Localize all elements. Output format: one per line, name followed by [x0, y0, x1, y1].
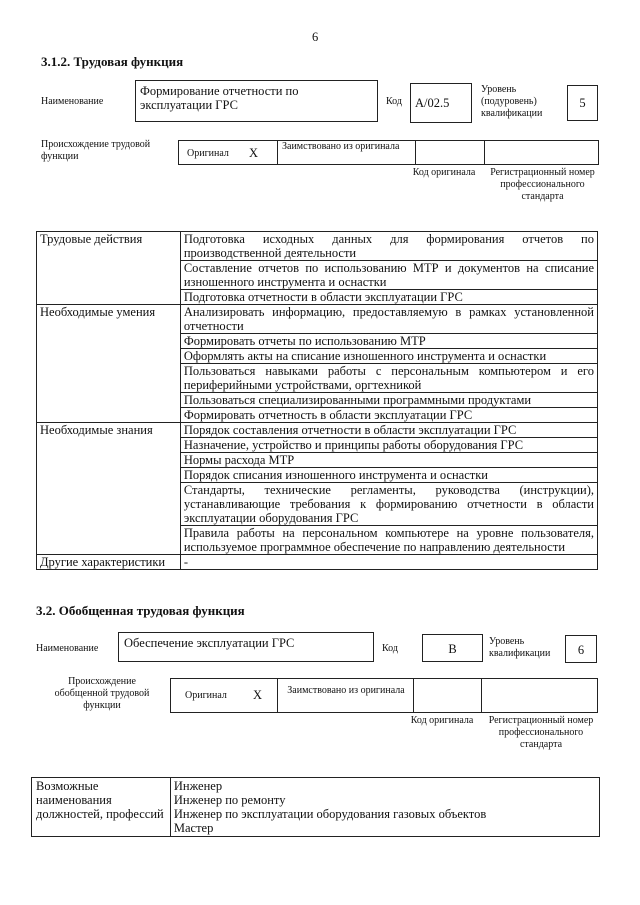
section-heading-3-1-2: 3.1.2. Трудовая функция — [41, 54, 184, 69]
function-details-table — [36, 231, 598, 570]
origin-row — [170, 678, 598, 713]
origin-divider — [484, 141, 485, 164]
group-label: Другие характеристики — [37, 555, 181, 570]
code-original-caption: Код оригинала — [410, 715, 474, 726]
position-item: Инженер по ремонту — [173, 793, 286, 807]
positions-label: Возможные наименования должностей, профессий — [32, 778, 171, 837]
level-field: 5 — [567, 85, 598, 121]
table-cell: Анализировать информацию, предоставляемую в рамках установленной отчетности — [180, 305, 597, 334]
origin-divider — [277, 141, 278, 164]
origin-divider — [413, 679, 414, 712]
borrowed-label: Заимствовано из оригинала — [287, 685, 405, 696]
table-cell: Формировать отчетность в области эксплуатации ГРС — [180, 408, 597, 423]
table-cell: Правила работы на персональном компьютере на уровне пользователя, используемое программное обеспечение по направлению деятельности — [180, 526, 597, 555]
borrowed-label: Заимствовано из оригинала — [282, 141, 400, 152]
section-heading-3-2: 3.2. Обобщенная трудовая функция — [36, 603, 245, 618]
name-label: Наименование — [41, 96, 104, 107]
code-original-caption: Код оригинала — [412, 167, 476, 178]
generalized-function-name-field: Обеспечение эксплуатации ГРС — [118, 632, 374, 662]
table-cell: Порядок списания изношенного инструмента и оснастки — [180, 468, 597, 483]
code-field: А/02.5 — [410, 83, 472, 123]
group-label: Трудовые действия — [37, 232, 181, 305]
reg-number-caption: Регистрационный номер профессионального стандарта — [490, 167, 595, 202]
table-row — [37, 305, 598, 334]
table-row — [37, 232, 598, 261]
table-cell: Оформлять акты на списание изношенного инструмента и оснастки — [180, 349, 597, 364]
level-label: Уровень квалификации — [489, 636, 551, 659]
table-cell: Подготовка отчетности в области эксплуатации ГРС — [180, 290, 597, 305]
original-label: Оригинал — [187, 148, 229, 159]
code-field: В — [422, 634, 483, 662]
level-field: 6 — [565, 635, 597, 663]
reg-number-caption: Регистрационный номер профессионального стандарта — [488, 715, 594, 750]
name-label: Наименование — [36, 643, 99, 654]
origin-row — [178, 140, 599, 165]
origin-divider — [415, 141, 416, 164]
table-cell: Назначение, устройство и принципы работы оборудования ГРС — [180, 438, 597, 453]
table-cell: Формировать отчеты по использованию МТР — [180, 334, 597, 349]
positions-table — [31, 777, 600, 837]
origin-divider — [277, 679, 278, 712]
origin-divider — [481, 679, 482, 712]
original-mark: X — [253, 688, 263, 702]
group-label: Необходимые знания — [37, 423, 181, 555]
table-cell: Стандарты, технические регламенты, руководства (инструкции), устанавливающие требования к формированию отчетности в области эксплуатации оборудования ГРС — [180, 483, 597, 526]
table-cell: Составление отчетов по использованию МТР и документов на списание изношенного инструмента и оснастки — [180, 261, 597, 290]
table-row — [32, 778, 600, 837]
positions-cell — [170, 778, 599, 837]
original-label: Оригинал — [185, 690, 227, 701]
table-cell: - — [180, 555, 597, 570]
table-cell: Нормы расхода МТР — [180, 453, 597, 468]
table-cell: Порядок составления отчетности в области эксплуатации ГРС — [180, 423, 597, 438]
original-mark: X — [249, 146, 259, 160]
table-cell: Пользоваться навыками работы с персональным компьютером и его периферийными устройствами, оргтехникой — [180, 364, 597, 393]
table-row — [37, 555, 598, 570]
group-label: Необходимые умения — [37, 305, 181, 423]
position-item: Инженер — [173, 779, 223, 793]
code-label: Код — [386, 96, 402, 107]
level-label: Уровень (подуровень) квалификации — [481, 84, 543, 119]
origin-label: Происхождение обобщенной трудовой функции — [54, 676, 150, 711]
function-name-field: Формирование отчетности по эксплуатации ГРС — [135, 80, 378, 122]
code-label: Код — [382, 643, 398, 654]
page-number: 6 — [312, 30, 319, 44]
table-cell: Подготовка исходных данных для формирования отчетов по производственной деятельности — [180, 232, 597, 261]
origin-label: Происхождение трудовой функции — [41, 139, 151, 162]
table-row — [37, 423, 598, 438]
table-cell: Пользоваться специализированными программными продуктами — [180, 393, 597, 408]
position-item: Инженер по эксплуатации оборудования газовых объектов — [173, 807, 487, 821]
position-item: Мастер — [173, 821, 214, 835]
